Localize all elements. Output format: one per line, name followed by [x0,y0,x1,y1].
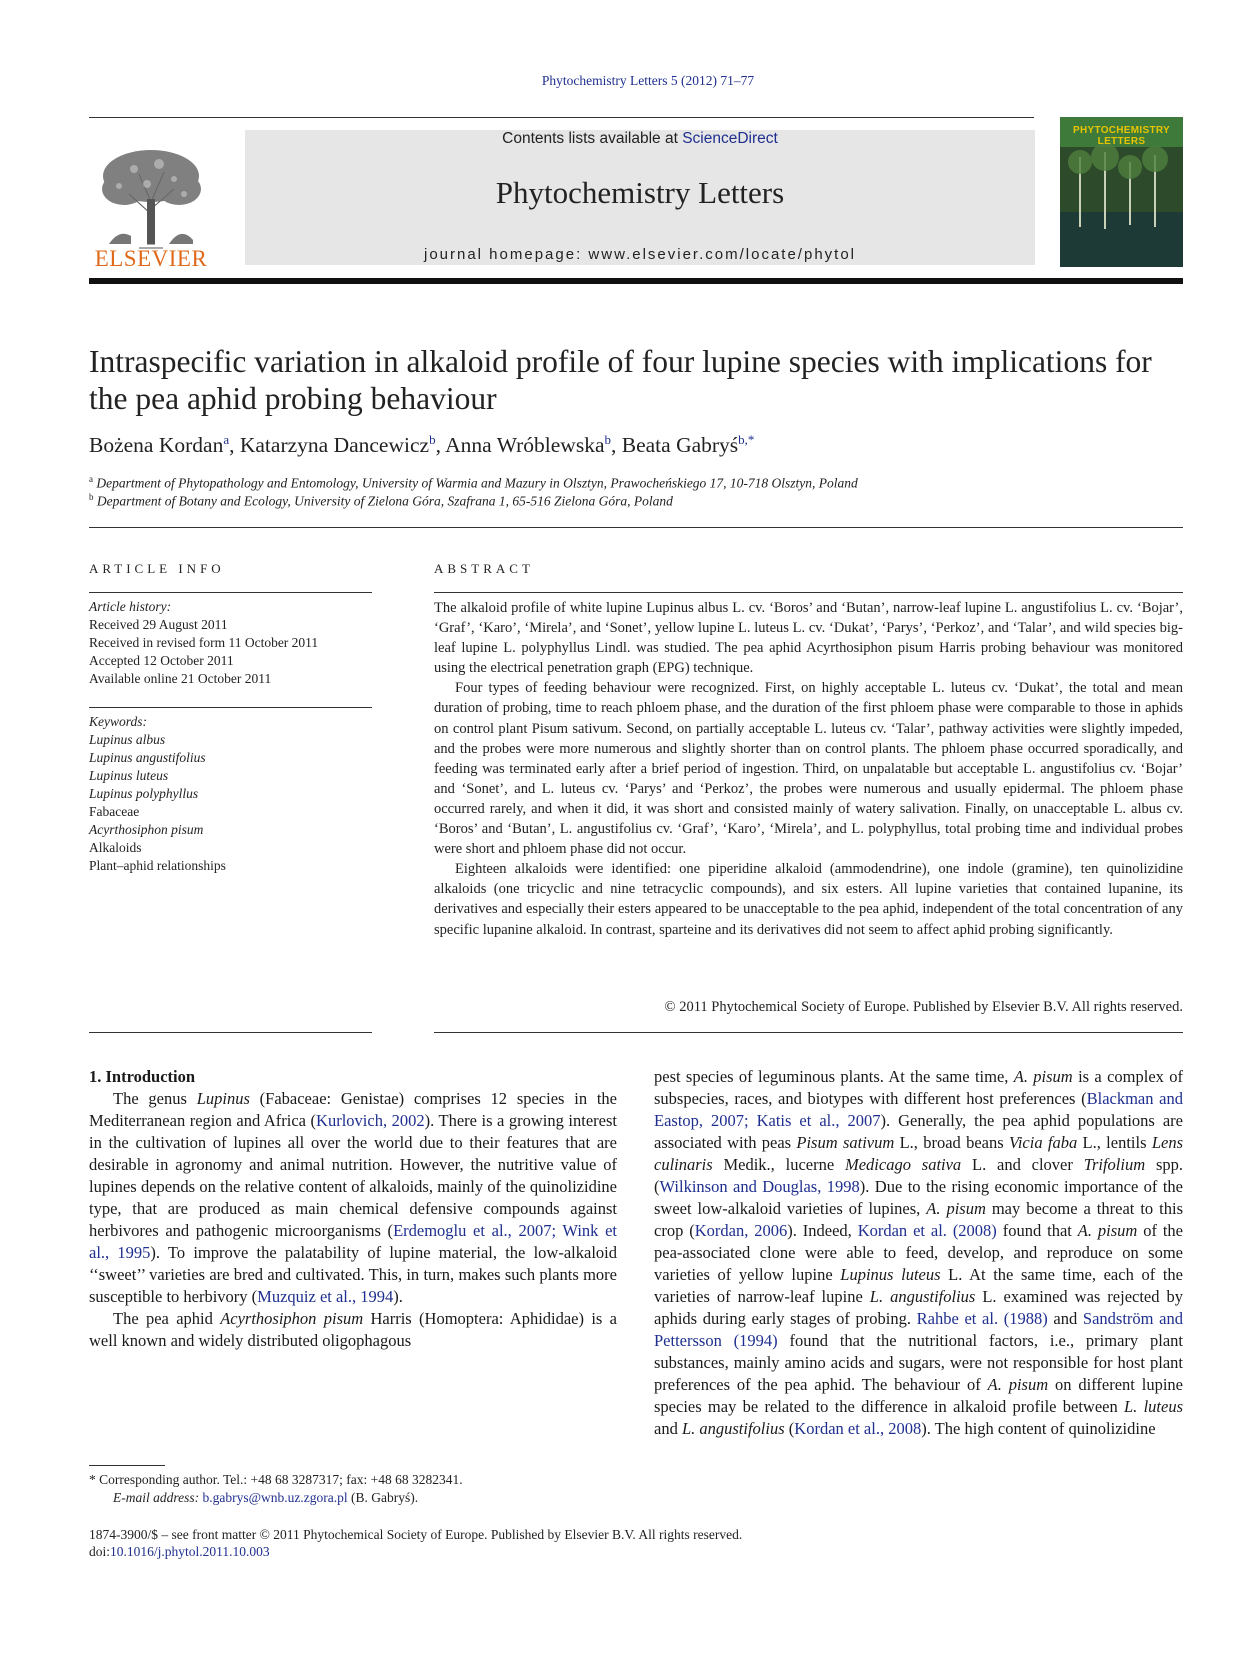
journal-reference[interactable]: Phytochemistry Letters 5 (2012) 71–77 [541,73,755,88]
journal-cover-image[interactable] [1060,117,1183,267]
header-thick-rule [89,278,1183,284]
article-history: Article history: Received 29 August 2011 Received in revised form 11 October 2011 Accepted 12 October 2011 Available online 21 October 2011 [89,599,319,686]
body-column-left [89,1088,617,1352]
abstract-paragraph: Four types of feeding behaviour were recognized. First, on highly acceptable L. luteus cv. ‘Dukat’, the total and mean duration of probing, time to reach phloem phase, and the duration of the first phloem phase were comparable to those in aphids on control plant Pisum sativum. Second, on partially acceptable L. luteus cv. ‘Talar’, pathway activities were slightly impeded, and the probes were more numerous and slightly shorter than on control plants. The phloem phase occurred sporadically, and feeding was terminated early after a brief period of ingestion. Third, on unpalatable but acceptable L. angustifolius cv. ‘Bojar’ and ‘Sonet’, and L. luteus cv. ‘Parys’ and ‘Perkoz’, the probes were numerous and usually epidermal. The phloem phase occurred rarely, and when it did, it was short and consisted mainly of watery salivation. Finally, on unacceptable L. albus cv. ‘Boros’ and ‘Butan’, L. angustifolius cv. ‘Graf’, ‘Karo’, ‘Mirela’, and L. polyphyllus, total probing time and individual probes were short and phloem phase did not occur. [434,680,1183,858]
abstract-paragraph: Eighteen alkaloids were identified: one piperidine alkaloid (ammodendrine), one indole (gramine), ten quinolizidine alkaloids (one tricyclic and nine tetracyclic compounds), and six esters. All lupine varieties that contained lupanine, its derivatives and especially their esters appeared to be unacceptable to the pea aphid, independent of the total concentration of any specific lupanine alkaloid. In contrast, sparteine and its derivatives did not seem to affect aphid probing significantly. [434,861,1183,938]
affiliation-a: $^a$ Department of Phytopathology and Entomology, University of Warmia and Mazury in Olsztyn, Prawocheńskiego 17, 10-718 Olsztyn, Poland [89,474,858,491]
footnote-rule [89,1465,165,1466]
body-paragraph: The pea aphid Acyrthosiphon pisum Harris (Homoptera: Aphididae) is a well known and widely distributed oligophagous [89,1309,617,1350]
body-paragraph: The genus Lupinus (Fabaceae: Genistae) comprises 12 species in the Mediterranean region and Africa (Kurlovich, 2002). There is a growing interest in the cultivation of lupines all over the world due to their features that are desirable in agronomy and animal nutrition. However, the nutritive value of lupines depends on the relative content of alkaloids, mainly of the quinolizidine type, that are produced as main chemical defensive compounds against herbivores and pathogenic microorganisms (Erdemoglu et al., 2007; Wink et al., 1995). To improve the palatability of lupine material, the low-alkaloid ‘‘sweet’’ varieties are bred and cultivated. This, in turn, makes such plants more susceptible to herbivory (Muzquiz et al., 1994). [89,1089,617,1306]
keyword: Lupinus polyphyllus [89,786,199,801]
author-name[interactable]: Bożena Kordan [89,433,224,458]
divider [89,707,372,708]
contents-line: Contents lists available at ScienceDirect [502,130,778,147]
journal-name: Phytochemistry Letters [495,175,785,210]
author-name[interactable]: Anna Wróblewska [445,433,605,458]
abstract-paragraph: The alkaloid profile of white lupine Lupinus albus L. cv. ‘Boros’ and ‘Butan’, narrow-leaf lupine L. angustifolius L. cv. ‘Bojar’, ‘Graf’, ‘Karo’, ‘Mirela’, and ‘Sonet’, yellow lupine L. luteus L. cv. ‘Dukat’, ‘Parys’, ‘Perkoz’, and ‘Talar’, and wild species big-leaf lupine L. polyphyllus Lindl. was studied. The pea aphid Acyrthosiphon pisum Harris probing behaviour was monitored using the electrical penetration graph (EPG) technique. [434,600,1183,677]
affiliation-marker[interactable]: b [429,432,436,447]
abstract-heading: ABSTRACT [434,561,534,576]
abstract-copyright: © 2011 Phytochemical Society of Europe. Published by Elsevier B.V. All rights reserved. [664,999,1183,1015]
author-list: Bożena Kordan$^a$, Katarzyna Dancewicz$^b$, Anna Wróblewska$^b$, Beata Gabryś$^{b,*}$ [89,432,755,458]
citation-link[interactable]: Sandström and Pettersson (1994) [654,1309,1183,1350]
affiliation-marker[interactable]: b [604,432,611,447]
page-footer: 1874-3900/$ – see front matter © 2011 Phytochemical Society of Europe. Published by Elsevier B.V. All rights reserved. doi:10.1016/j.phytol.2011.10.003 [89,1527,743,1559]
citation-link[interactable]: Rahbe et al. (1988) [916,1309,1048,1328]
citation-link[interactable]: Kurlovich, 2002 [316,1111,425,1130]
abstract-body [434,598,1183,940]
citation-link[interactable]: Wilkinson and Douglas, 1998 [659,1177,860,1196]
divider [89,1032,372,1033]
cover-title: PHYTOCHEMISTRY LETTERS [1073,125,1170,147]
article-title: Intraspecific variation in alkaloid profile of four lupine species with implications for the pea aphid probing behaviour [89,344,1152,416]
citation-link[interactable]: Muzquiz et al., 1994 [257,1287,394,1306]
citation-link[interactable]: Kordan et al. (2008) [857,1221,997,1240]
keyword: Lupinus albus [89,732,166,747]
divider [89,592,372,593]
keyword: Fabaceae [89,804,140,819]
corresponding-author-footnote: * Corresponding author. Tel.: +48 68 3287317; fax: +48 68 3282341. E-mail address: b.gabrys@wnb.uz.zgora.pl (B. Gabryś). [89,1472,463,1505]
email-link[interactable]: b.gabrys@wnb.uz.zgora.pl [202,1490,348,1505]
citation-link[interactable]: Erdemoglu et al., 2007; Wink et al., 1995 [89,1221,617,1262]
keyword: Lupinus angustifolius [89,750,206,765]
divider [434,1032,1183,1033]
citation-link[interactable]: Blackman and Eastop, 2007; Katis et al., 2007 [654,1089,1183,1130]
article-info-heading: ARTICLE INFO [89,561,225,576]
affiliation-rule [89,527,1183,528]
divider [434,592,1183,593]
doi-link[interactable]: 10.1016/j.phytol.2011.10.003 [110,1544,270,1559]
body-paragraph: pest species of leguminous plants. At the same time, A. pisum is a complex of subspecies, races, and biotypes with different host preferences (Blackman and Eastop, 2007; Katis et al., 2007). Generally, the pea aphid populations are associated with peas Pisum sativum L., broad beans Vicia faba L., lentils Lens culinaris Medik., lucerne Medicago sativa L. and clover Trifolium spp. (Wilkinson and Douglas, 1998). Due to the rising economic importance of the sweet low-alkaloid varieties of lupines, A. pisum may become a threat to this crop (Kordan, 2006). Indeed, Kordan et al. (2008) found that A. pisum of the pea-associated clone were able to feed, develop, and reproduce on some varieties of yellow lupine Lupinus luteus L. At the same time, each of the varieties of narrow-leaf lupine L. angustifolius L. examined was rejected by aphids during early stages of probing. Rahbe et al. (1988) and Sandström and Pettersson (1994) found that the nutritional factors, i.e., primary plant substances, mainly amino acids and sugars, were not responsible for host plant preferences of the pea aphid. The behaviour of A. pisum on different lupine species may be related to the difference in alkaloid profile between L. luteus and L. angustifolius (Kordan et al., 2008). The high content of quinolizidine [654,1067,1184,1438]
affiliation-b: $^b$ Department of Botany and Ecology, University of Zielona Góra, Szafrana 1, 65-516 Zielona Góra, Poland [89,492,673,509]
keywords-list: Keywords: Lupinus albus Lupinus angustifolius Lupinus luteus Lupinus polyphyllus Fabaceae Acyrthosiphon pisum Alkaloids Plant–aphid relationships [89,713,372,875]
header-rule [89,117,1034,118]
keyword: Acyrthosiphon pisum [89,822,204,837]
section-heading-introduction: 1. Introduction [89,1067,196,1086]
sciencedirect-link[interactable]: ScienceDirect [682,130,778,147]
citation-link[interactable]: Kordan, 2006 [694,1221,788,1240]
author-name[interactable]: Beata Gabryś [621,433,739,458]
keyword: Alkaloids [89,840,142,855]
affiliation-marker[interactable]: b,* [738,432,755,447]
elsevier-wordmark: ELSEVIER [94,246,208,271]
keyword: Plant–aphid relationships [89,858,226,873]
journal-homepage[interactable]: journal homepage: www.elsevier.com/locate/phytol [423,246,856,263]
affiliation-marker[interactable]: a [223,432,230,447]
author-name[interactable]: Katarzyna Dancewicz [239,433,430,458]
keyword: Lupinus luteus [89,768,169,783]
body-column-right [654,1066,1183,1440]
citation-link[interactable]: Kordan et al., 2008 [794,1419,922,1438]
